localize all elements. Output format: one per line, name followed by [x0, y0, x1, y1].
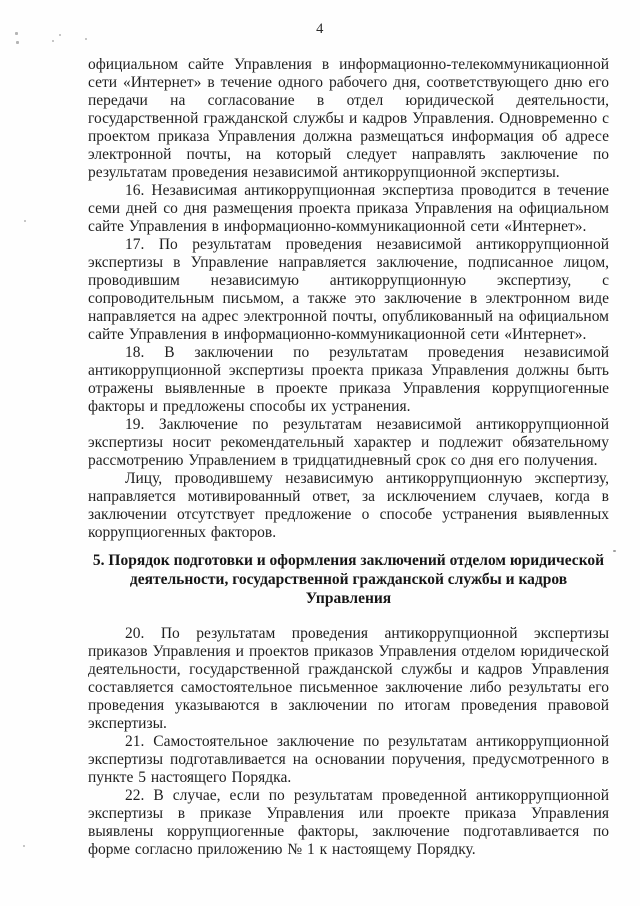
paragraph-17: 17. По результатам проведения независимой антикоррупционной экспертизы в Управление направляется заключение, подписанное лицом, проводившим независимую антикоррупционную экспертизу, с сопроводительным письмом, а также это заключение в электронном виде направляется на адрес электронной почты, опубликованный на официальном сайте Управления в информационно-коммуникационной сети «Интернет». — [88, 236, 609, 343]
paragraph-20: 20. По результатам проведения антикоррупционной экспертизы приказов Управления и проектов приказов Управления отделом юридической деятельности, государственной гражданской службы и кадров Управления составляется самостоятельное письменное заключение либо результаты его проведения указываются в заключении по итогам проведения правовой экспертизы. — [88, 625, 609, 732]
scan-speck — [23, 845, 25, 847]
paragraph-21: 21. Самостоятельное заключение по результатам антикоррупционной экспертизы подготавливается на основании поручения, предусмотренного в пункте 5 настоящего Порядка. — [88, 733, 609, 786]
scan-speck — [15, 32, 18, 35]
paragraph-19-addendum: Лицу, проводившему независимую антикоррупционную экспертизу, направляется мотивированный ответ, за исключением случаев, когда в заключении отсутствует предложение о способе устранения выявленных коррупциогенных факторов. — [88, 470, 609, 541]
scan-speck — [613, 550, 616, 552]
paragraph-16: 16. Независимая антикоррупционная экспертиза проводится в течение семи дней со дня размещения проекта приказа Управления на официальном сайте Управления в информационно-коммуникационной сети «Интернет». — [88, 182, 609, 235]
scan-speck — [59, 34, 61, 36]
section-5-heading: 5. Порядок подготовки и оформления заключений отделом юридической деятельности, государственной гражданской службы и кадров Управления — [92, 552, 605, 607]
scan-speck — [24, 220, 26, 222]
scan-speck — [16, 41, 19, 44]
paragraph-18: 18. В заключении по результатам проведения независимой антикоррупционной экспертизы проекта приказа Управления должны быть отражены выявленные в проекте приказа Управления коррупциогенные факторы и предложены способы их устранения. — [88, 344, 609, 415]
page-number: 4 — [316, 21, 324, 37]
paragraph-continuation: официальном сайте Управления в информационно-телекоммуникационной сети «Интернет» в течение одного рабочего дня, соответствующего дню его передачи на согласование в отдел юридической деятельности, государственной гражданской службы и кадров Управления. Одновременно с проектом приказа Управления должна размещаться информация об адресе электронной почты, на который следует направлять заключение по результатам проведения независимой антикоррупционной экспертизы. — [88, 56, 609, 181]
scan-speck — [52, 40, 54, 42]
paragraph-22: 22. В случае, если по результатам проведенной антикоррупционной экспертизы в приказе Управления или проекте приказа Управления выявлены коррупциогенные факторы, заключение подготавливается по форме согласно приложению № 1 к настоящему Порядку. — [88, 787, 609, 858]
document-body — [88, 56, 609, 859]
paragraph-19: 19. Заключение по результатам независимой антикоррупционной экспертизы носит рекомендательный характер и подлежит обязательному рассмотрению Управлением в тридцатидневный срок со дня его получения. — [88, 416, 609, 469]
scan-speck — [85, 38, 87, 40]
